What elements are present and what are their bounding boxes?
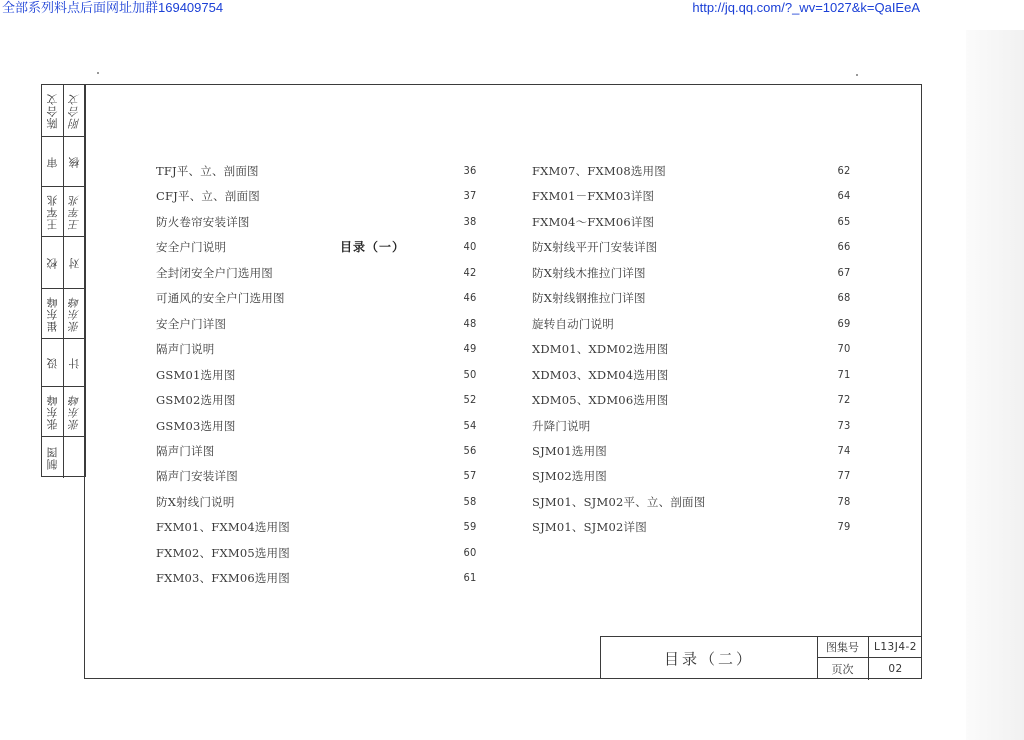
toc-entry-page: 52 [463,393,477,407]
toc-entry-title: 防X射线门说明 [156,494,235,509]
toc-entry-title: FXM07、FXM08选用图 [532,164,666,178]
toc-entry [0,289,1024,307]
toc-entry-title: 升降门说明 [532,418,591,433]
toc-entry-page: 74 [837,443,851,457]
sidebar-cell-1-left: 陈合文 [45,92,59,129]
toc-entry-title: FXM01－FXM03详图 [532,189,655,204]
scan-edge-shading [966,30,1024,740]
corner-mark [97,72,99,74]
toc-entry-title: FXM01、FXM04选用图 [156,520,290,535]
sidebar-cell-4-left: 校 [45,256,59,269]
toc-entry-title: FXM02、FXM05选用图 [156,545,290,560]
toc-heading: 目录（一） [340,240,406,254]
toc-entry [0,467,1024,485]
toc-entry-page: 72 [837,393,851,407]
sidebar-cell-6-left: 设 [45,356,59,369]
sidebar-cell-6-right: 计 [67,356,81,369]
title-block [600,636,922,679]
toc-entry-page: 61 [463,571,477,585]
sidebar-cell-3-left: 王军兆 [45,193,59,230]
sidebar-cell-7-right: 张东峰 [67,393,81,430]
toc-entry-title: GSM03选用图 [156,418,236,433]
toc-entry-title: CFJ平、立、剖面图 [156,189,260,204]
toc-entry-page: 67 [837,265,851,279]
sidebar-cell-8-label: 制图 [45,445,59,470]
toc-entry [0,162,1024,180]
toc-entry-page: 37 [463,189,477,203]
toc-entry-title: 安全户门详图 [156,316,227,331]
toc-entry [0,544,1024,562]
toc-entry-page: 70 [837,342,851,356]
toc-entry [0,391,1024,409]
sidebar-cell-1 [42,85,85,137]
toc-entry [0,187,1024,205]
toc-entry-page: 48 [463,316,477,330]
toc-entry-page: 50 [463,367,477,381]
toc-entry-title: XDM05、XDM06选用图 [532,393,669,408]
toc-entry-page: 71 [837,367,851,381]
toc-entry-title: XDM01、XDM02选用图 [532,342,669,357]
atlas-number-value: L13J4-2 [869,637,922,658]
toc-entry-page: 49 [463,342,477,356]
toc-entry-title: 隔声门安装详图 [156,469,238,484]
sidebar-cell-4-right: 对 [67,256,81,269]
toc-entry-title: SJM01、SJM02平、立、剖面图 [532,494,706,509]
toc-entry [0,213,1024,231]
page-number-value: 02 [888,663,903,675]
toc-entry-title: 防火卷帘安装详图 [156,214,250,229]
watermark-url: http://jq.qq.com/?_wv=1027&k=QaIEeA [692,0,920,15]
toc-entry-page: 54 [463,418,477,432]
toc-entry-page: 58 [463,494,477,508]
toc-entry-page: 40 [463,240,477,254]
toc-entry [0,493,1024,511]
toc-entry-page: 73 [837,418,851,432]
toc-entry-page: 42 [463,265,477,279]
toc-entry-title: 防X射线木推拉门详图 [532,265,646,280]
toc-entry-page: 66 [837,240,851,254]
toc-entry [0,518,1024,536]
toc-entry-page: 77 [837,469,851,483]
toc-entry-title: FXM04～FXM06详图 [532,214,655,229]
toc-entry [0,366,1024,384]
toc-entry-page: 62 [837,164,851,177]
toc-entry-page: 57 [463,469,477,483]
toc-entry-title: 防X射线钢推拉门详图 [532,291,646,306]
toc-entry-title: 安全户门说明 [156,240,227,255]
toc-entry-title: TFJ平、立、剖面图 [156,164,259,178]
toc-entry [0,264,1024,282]
watermark-left: 全部系列料点后面网址加群169409754 [2,0,224,15]
toc-entry [0,315,1024,333]
title-block-title: 目录（二） [601,637,818,679]
toc-entry-title: 全封闭安全户门选用图 [156,265,273,280]
toc-entry-title: 防X射线平开门安装详图 [532,240,658,255]
toc-entry-title: 可通风的安全户门选用图 [156,291,285,306]
sidebar-cell-2-left: 审 [45,155,59,168]
toc-entry-page: 59 [463,520,477,534]
toc-entry-page: 56 [463,443,477,457]
toc-entry [0,569,1024,587]
page-number-label: 页次 [817,658,869,680]
sidebar-cell-7-left: 张东峰 [45,393,59,430]
title-block-grid [817,637,922,679]
sidebar-cell-1-right: 附合文 [67,92,81,129]
toc-entry-page: 46 [463,291,477,305]
toc-entry-page: 65 [837,214,851,228]
toc-entry-title: SJM02选用图 [532,469,607,484]
toc-entry-page: 38 [463,214,477,228]
toc-entry-title: 隔声门说明 [156,342,215,357]
toc-entry [0,442,1024,460]
toc-entry-page: 36 [463,164,477,177]
corner-mark [856,74,858,76]
sidebar-cell-5-left: 崔东峰 [45,295,59,332]
toc-entry-page: 64 [837,189,851,203]
toc-entry-title: XDM03、XDM04选用图 [532,367,669,382]
toc-entry-title: 旋转自动门说明 [532,316,614,331]
sidebar-cell-5-right: 张东峰 [67,295,81,332]
toc-entry [0,417,1024,435]
toc-entry-page: 78 [837,494,851,508]
sidebar-cell-2-right: 核 [67,155,81,168]
toc-entry [0,238,1024,256]
toc-entry-title: GSM01选用图 [156,367,236,382]
toc-entry-title: 隔声门详图 [156,443,215,458]
toc-entry-page: 69 [837,316,851,330]
toc-entry-page: 60 [463,545,477,559]
toc-entry-page: 79 [837,520,851,534]
toc-entry-title: SJM01选用图 [532,443,607,458]
toc-entry-title: FXM03、FXM06选用图 [156,571,290,586]
toc-entry-title: GSM02选用图 [156,393,236,408]
atlas-number-label: 图集号 [817,637,869,658]
toc-entry-page: 68 [837,291,851,305]
sidebar-cell-3-right: 王军兆 [67,193,81,230]
toc-entry [0,340,1024,358]
toc-entry-title: SJM01、SJM02详图 [532,520,647,535]
